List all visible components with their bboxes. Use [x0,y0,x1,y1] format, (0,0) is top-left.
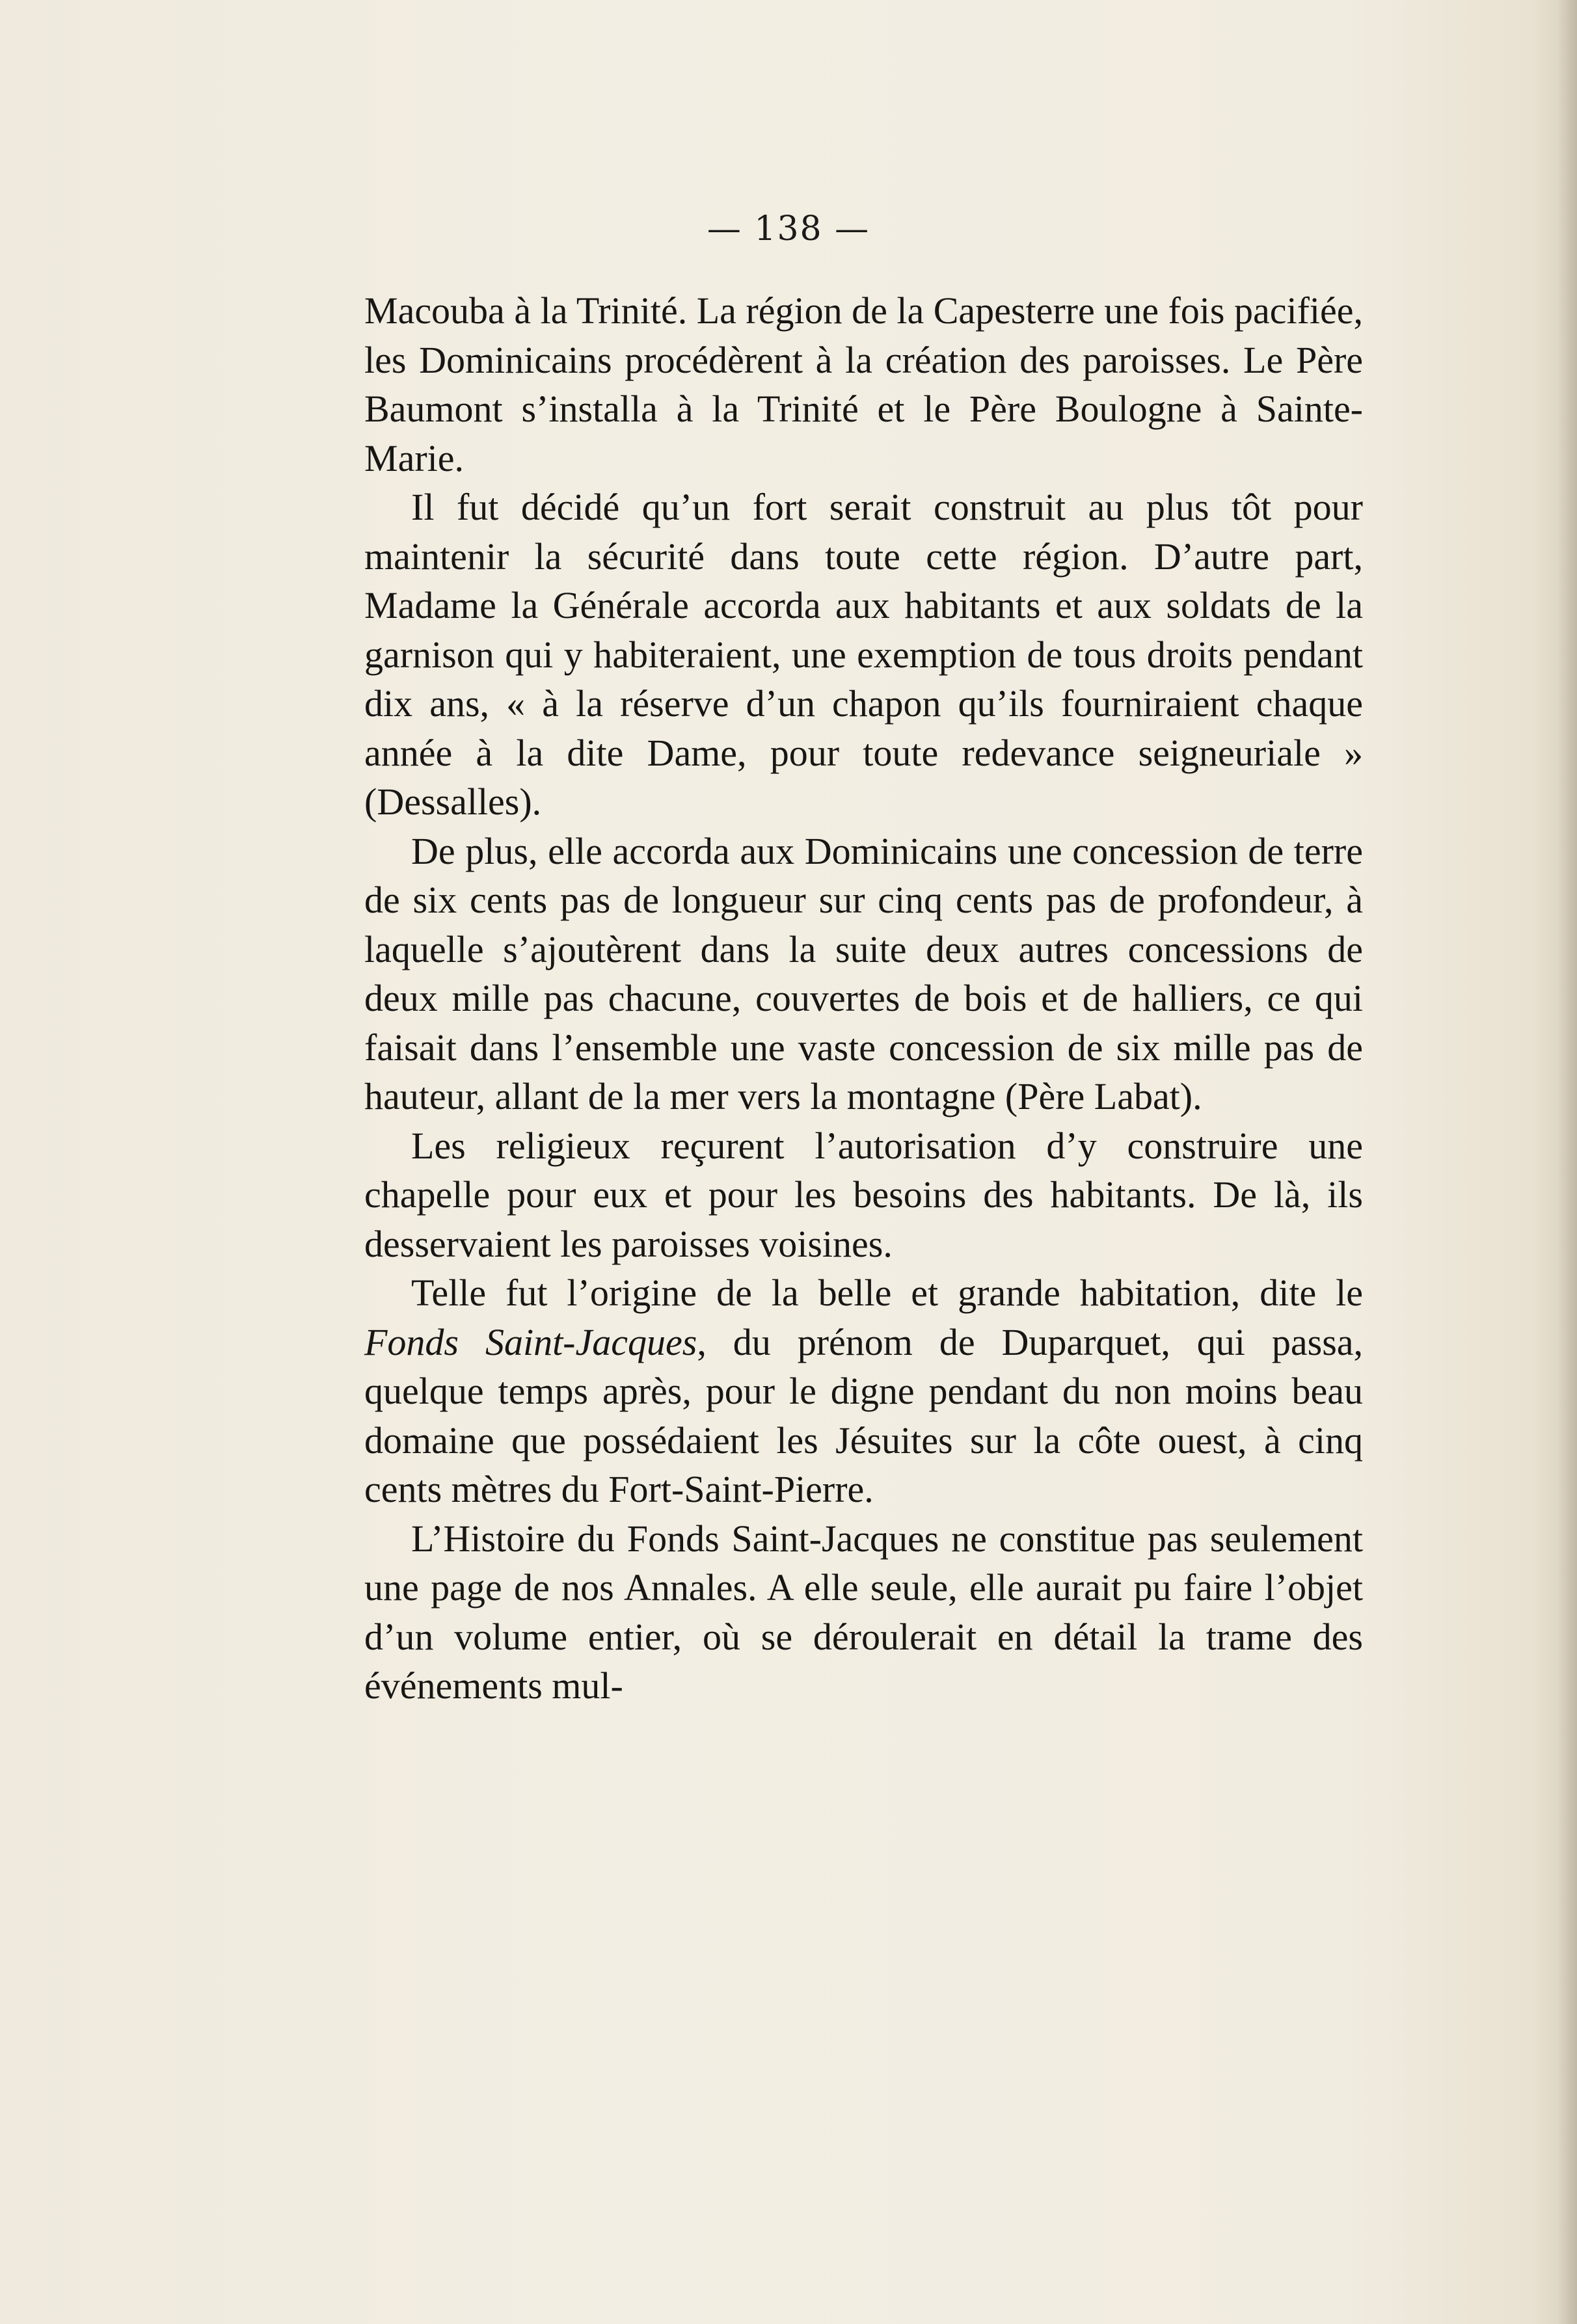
italic-place-name: Fonds Saint-Jacques [364,1320,697,1363]
paragraph-2: Il fut décidé qu’un fort serait construit au plus tôt pour maintenir la sécurité dans toute cette région. D’autre part, Madame la Générale accorda aux habitants et aux soldats de la garnison qui y habiteraient, une exemption de tous droits pendant dix ans, « à la réserve d’un chapon qu’ils fourniraient chaque année à la dite Dame, pour toute redevance seigneuriale » (Dessalles). [364,486,1363,823]
paragraph-5-start: Telle fut l’origine de la belle et grande habitation, dite le [411,1272,1363,1314]
page-number: — 138 — [707,209,870,248]
paragraph-3: De plus, elle accorda aux Dominicains une concession de terre de six cents pas de longueur sur cinq cents pas de profondeur, à laquelle s’ajoutèrent dans la suite deux autres concessions de deux mille pas chacune, couvertes de bois et de halliers, ce qui faisait dans l’ensemble une vaste concession de six mille pas de hauteur, allant de la mer vers la montagne (Père Labat). [364,829,1363,1117]
paragraph-6: L’Histoire du Fonds Saint-Jacques ne constitue pas seulement une page de nos Annales. A elle seule, elle aurait pu faire l’objet d’un volume entier, où se déroulerait en détail la trame des événements mul- [364,1517,1363,1707]
page-edge-shadow [1557,0,1577,2324]
paragraph-5-end: , du prénom de Duparquet, qui passa, quelque temps après, pour le digne pendant du non moins beau domaine que possédaient les Jésuites sur la côte ouest, à cinq cents mètres du Fort-Saint-Pierre. [364,1320,1364,1510]
paragraph-5 [364,1268,1363,1514]
paragraph-1: Macouba à la Trinité. La région de la Capesterre une fois pacifiée, les Dominicains procédèrent à la création des paroisses. Le Père Baumont s’installa à la Trinité et le Père Boulogne à Sainte-Marie. [364,289,1363,479]
body-text [364,286,1363,1711]
paragraph-4: Les religieux reçurent l’autorisation d’y construire une chapelle pour eux et pour les besoins des habitants. De là, ils desservaient les paroisses voisines. [364,1124,1363,1265]
